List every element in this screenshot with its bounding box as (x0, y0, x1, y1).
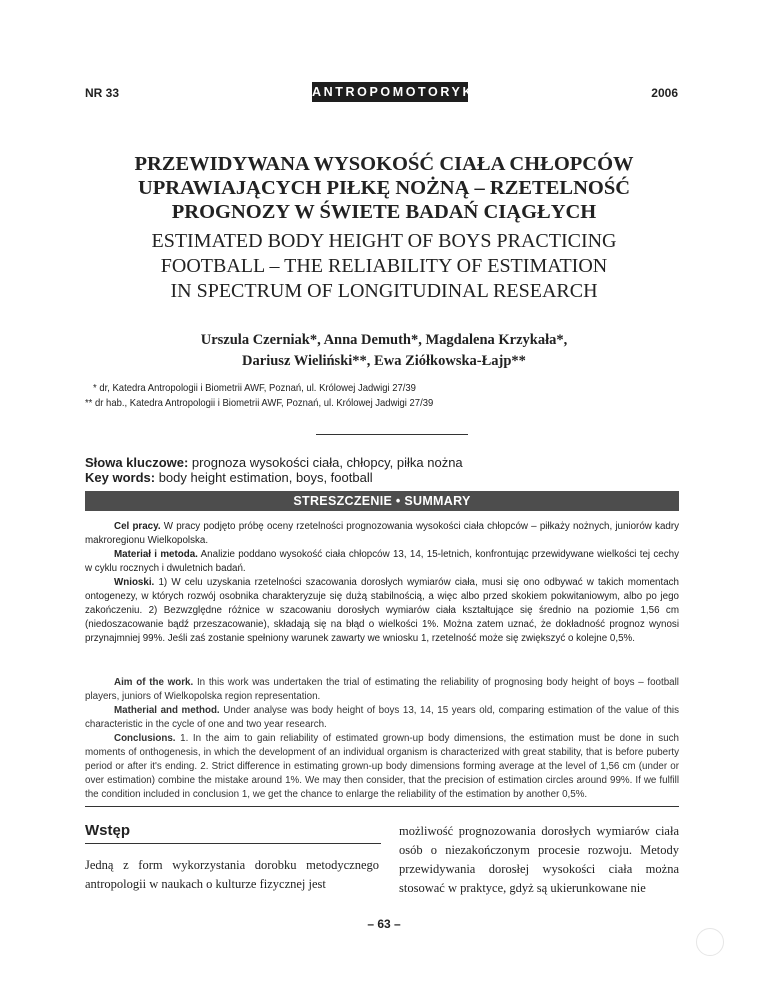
abstract-paragraph (85, 732, 679, 802)
summary-heading: STRESZCZENIE • SUMMARY (85, 491, 679, 511)
keywords-polish (85, 455, 463, 470)
journal-name: ANTROPOMOTORYKA (312, 82, 468, 102)
keywords-english-text: body height estimation, boys, football (155, 470, 373, 485)
abstract-method-text: Analizie poddano wysokość ciała chłopców 13, 14, 15-letnich, konfrontując przewidywane wielkości tej cechy w cyklu rocznych i dwuletnich badań. (85, 549, 679, 574)
abstract-conclusions-label: Conclusions. (114, 733, 176, 744)
abstract-aim-label: Aim of the work. (114, 677, 194, 688)
keywords-polish-text: prognoza wysokości ciała, chłopcy, piłka nożna (188, 455, 463, 470)
abstract-aim-label: Cel pracy. (114, 521, 161, 532)
page-number: – 63 – (367, 917, 401, 931)
title-english (60, 229, 708, 304)
issue-year: 2006 (651, 86, 678, 100)
abstract-english (85, 676, 679, 802)
body-column-right (399, 822, 679, 898)
issue-number: NR 33 (85, 86, 120, 100)
affiliation-first: * dr, Katedra Antropologii i Biometrii AWF, Poznań, ul. Królowej Jadwigi 27/39 (93, 383, 416, 394)
title-polish-line: UPRAWIAJĄCYCH PIŁKĘ NOŻNĄ – RZETELNOŚĆ (137, 177, 631, 199)
body-paragraph: Jedną z form wykorzystania dorobku metodycznego antropologii w naukach o kulturze fizycznej jest (85, 858, 379, 891)
abstract-method-label: Matherial and method. (114, 705, 220, 716)
title-polish (60, 152, 708, 224)
abstract-paragraph (85, 576, 679, 646)
abstract-paragraph (85, 520, 679, 548)
abstract-aim-text: In this work was undertaken the trial of estimating the reliability of prognosing body height of boys – football players, juniors of Wielkopolska region representation. (85, 677, 679, 702)
authors (60, 330, 708, 372)
abstract-conclusions-text: 1. In the aim to gain reliability of estimated grown-up body dimensions, the estimation must be done in such moments of onthogenesis, in which the development of an individual organism is characterized with great stability, that is before puberty period or after it's ending. 2. Strict difference in estimating grown-up body dimensions forming average at the level of 1,56 cm (under or over estimation) combine the mistake around 1%. We may then consider, that the precision of estimation circles around 99%. If we fulfill the condition included in conclusion 1, we get the chance to enlarge the reliability of the estimation by another 0,5%. (85, 733, 679, 800)
authors-line: Dariusz Wieliński**, Ewa Ziółkowska-Łajp** (242, 353, 526, 369)
authors-line: Urszula Czerniak*, Anna Demuth*, Magdalena Krzykała*, (200, 332, 568, 348)
title-english-line: ESTIMATED BODY HEIGHT OF BOYS PRACTICING (151, 230, 617, 252)
title-polish-line: PRZEWIDYWANA WYSOKOŚĆ CIAŁA CHŁOPCÓW (134, 153, 634, 175)
section-heading: Wstęp (85, 822, 130, 839)
keywords-english (85, 470, 373, 485)
body-paragraph: możliwość prognozowania dorosłych wymiarów ciała osób o niezakończonym procesie rozwoju. Metody przewidywania dorosłej wysokości ciała można stosować w praktyce, gdyż są ukierunkowane nie (399, 824, 679, 895)
abstract-paragraph (85, 704, 679, 732)
body-column-left (85, 856, 379, 894)
abstract-paragraph (85, 548, 679, 576)
divider (316, 434, 468, 435)
section-rule (85, 806, 679, 807)
abstract-aim-text: W pracy podjęto próbę oceny rzetelności prognozowania wysokości ciała chłopców – piłkaży nożnych, juniorów kadry makroregionu Wielkopolska. (85, 521, 679, 546)
abstract-paragraph (85, 676, 679, 704)
section-heading-underline (85, 843, 381, 844)
title-english-line: FOOTBALL – THE RELIABILITY OF ESTIMATION (160, 255, 608, 277)
title-polish-line: PROGNOZY W ŚWIETE BADAŃ CIĄGŁYCH (171, 201, 597, 223)
watermark-stamp-icon (696, 928, 724, 956)
abstract-method-label: Materiał i metoda. (114, 549, 198, 560)
abstract-conclusions-text: 1) W celu uzyskania rzetelności szacowania dorosłych wymiarów ciała, musi się ono odbywać w takich momentach ontogenezy, w których rozwój osobnika charakteryzuje się dużą stabilnością, a więc albo przed skokiem pokwitaniowym, albo po jego zakończeniu. 2) Bezwzględne różnice w szacowaniu dorosłych wymiarów ciała kształtujące się średnio na poziomie 1,56 cm (niedoszacowanie bądź przeszacowanie), składają się na błąd o wielkości 1%. Można zatem uznać, że dokładność prognoz wynosi przynajmniej 99%. Jeśli zaś zostanie spełniony warunek zawarty we wniosku 1, rzetelność może się zwiększyć o kolejne 0,5%. (85, 577, 679, 644)
abstract-polish (85, 520, 679, 646)
keywords-english-label: Key words: (85, 470, 156, 485)
title-english-line: IN SPECTRUM OF LONGITUDINAL RESEARCH (170, 280, 598, 302)
abstract-method-text: Under analyse was body height of boys 13, 14, 15 years old, comparing estimation of the value of this characteristic in the cycle of one and two year research. (85, 705, 680, 730)
keywords-polish-label: Słowa kluczowe: (85, 455, 189, 470)
abstract-conclusions-label: Wnioski. (114, 577, 155, 588)
affiliation-second: ** dr hab., Katedra Antropologii i Biometrii AWF, Poznań, ul. Królowej Jadwigi 27/39 (85, 398, 434, 409)
